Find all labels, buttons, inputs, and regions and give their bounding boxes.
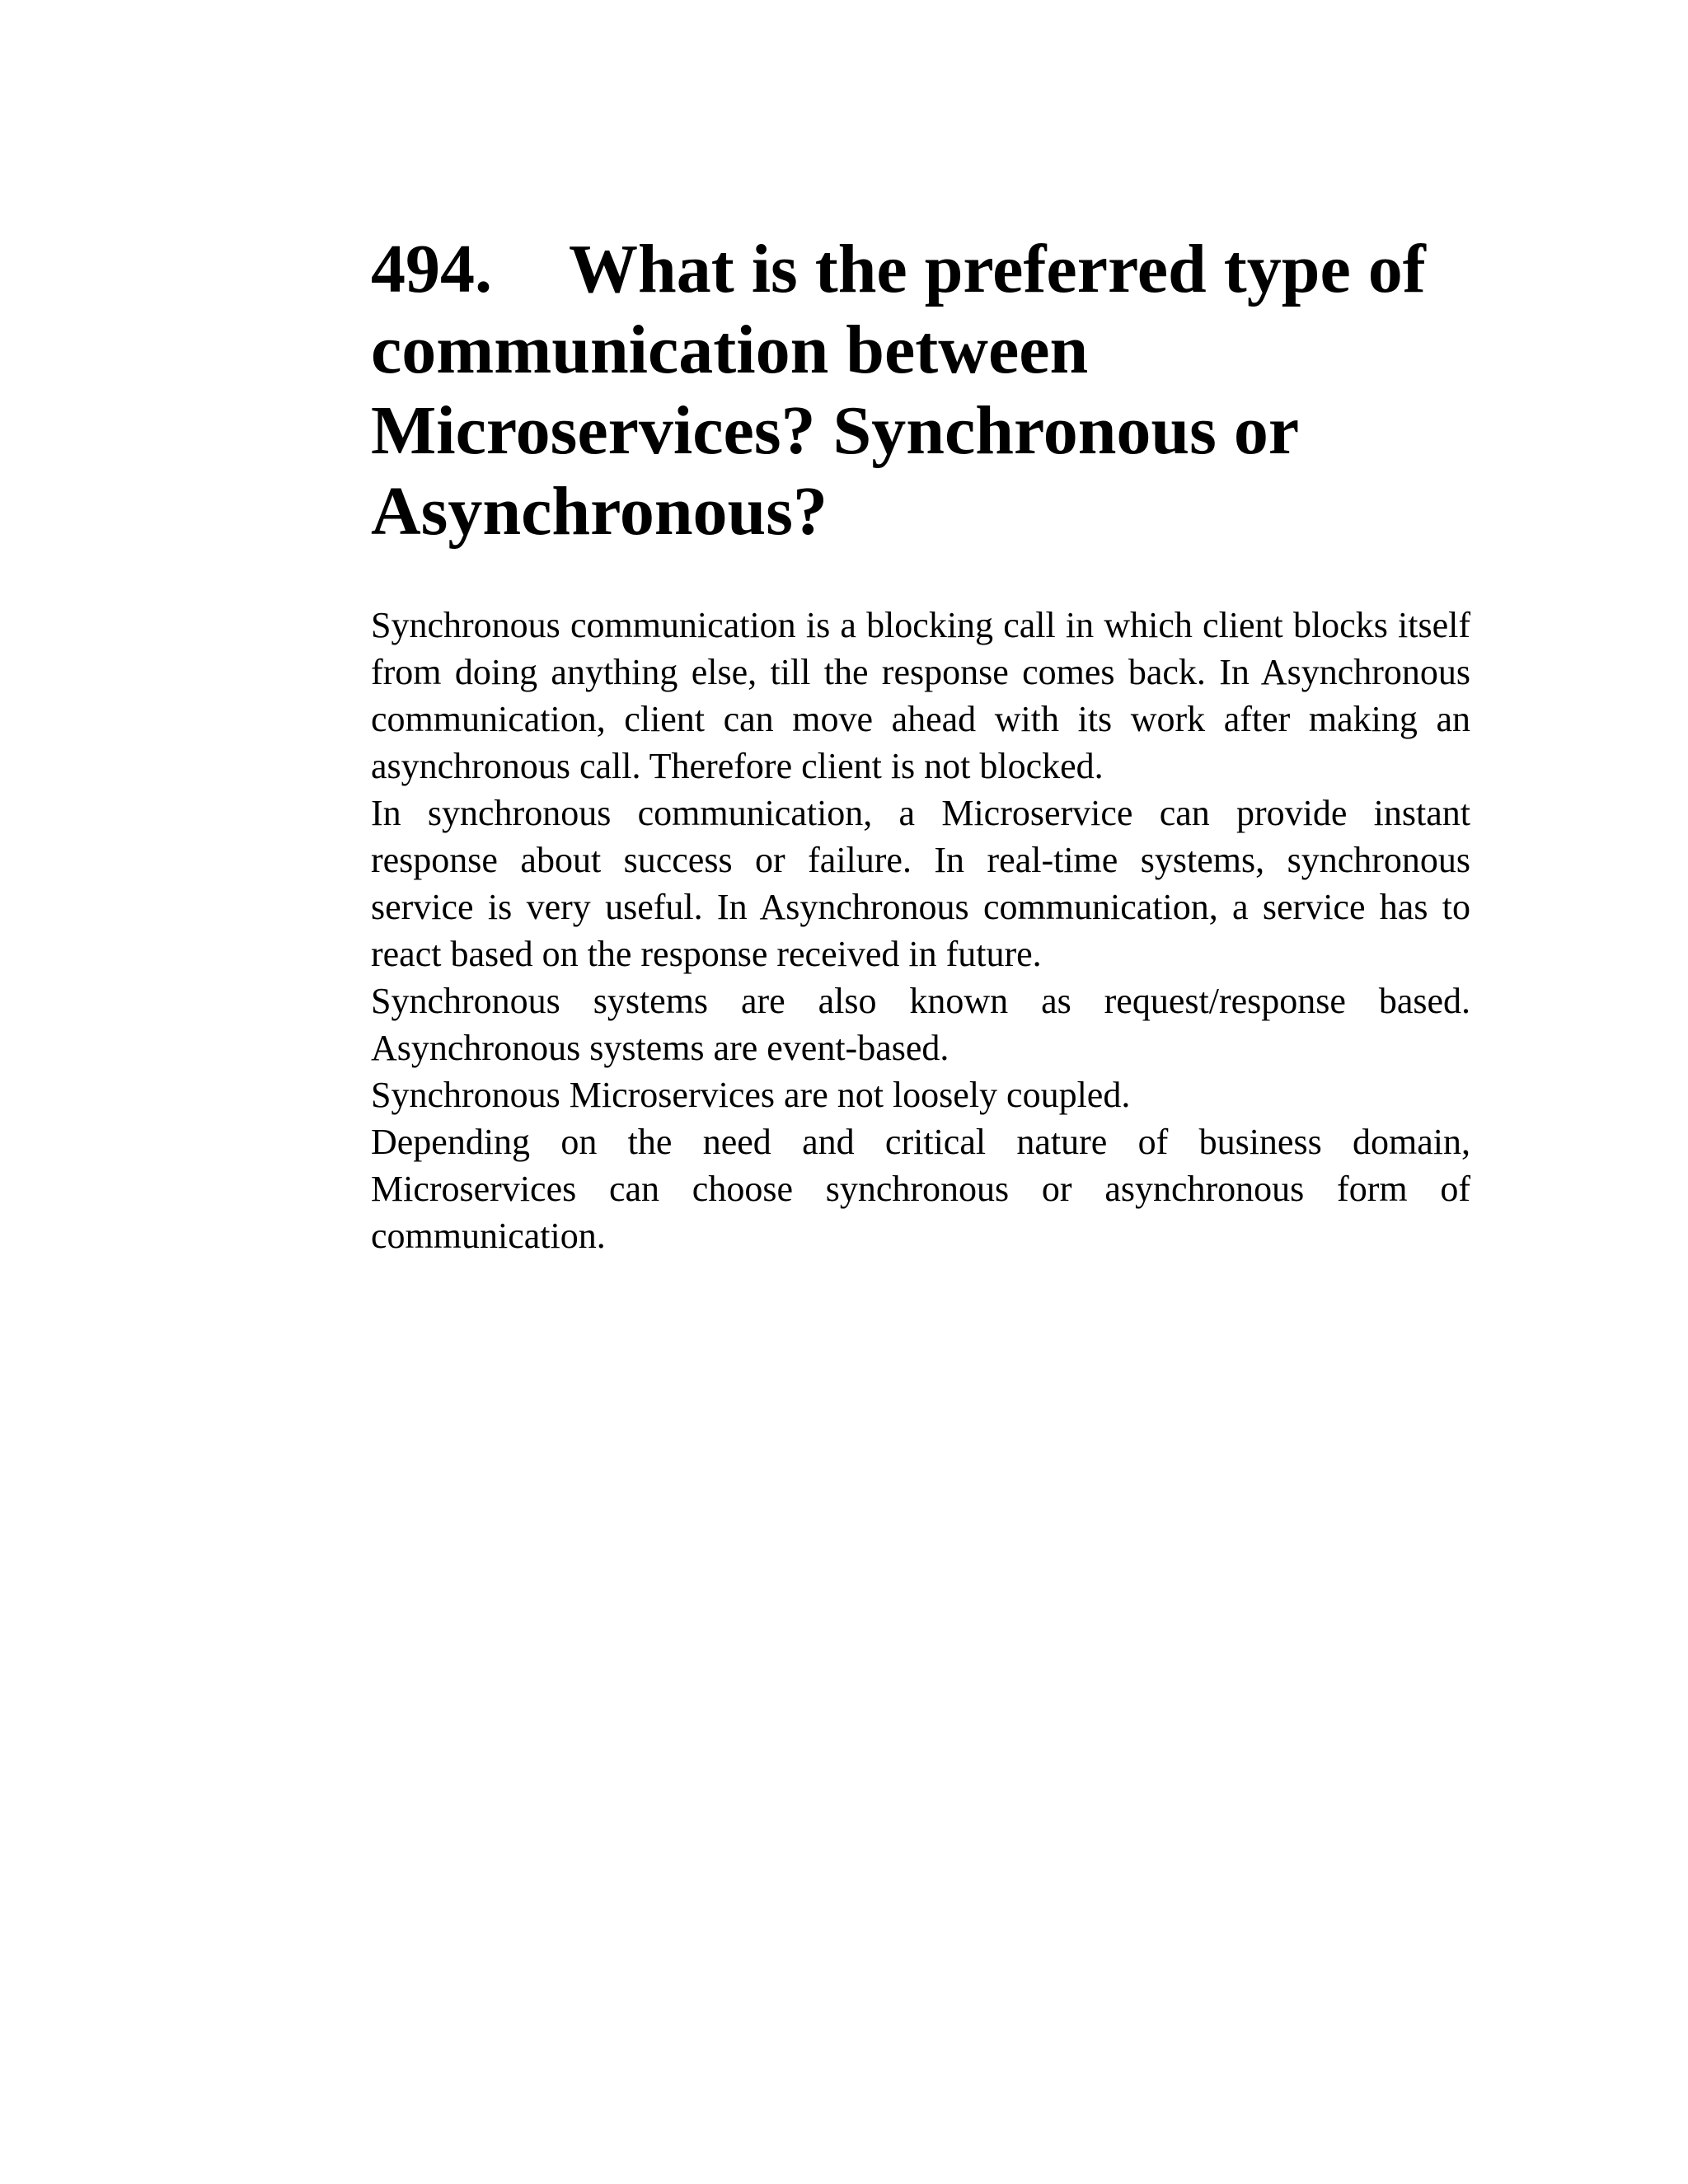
answer-paragraph: Depending on the need and critical nature of business domain, Microservices can choose synchronous or asynchronous form of communication. (371, 1122, 1470, 1256)
answer-paragraph: Synchronous communication is a blocking call in which client blocks itself from doing anything else, till the response comes back. In Asynchronous communication, client can move ahead with its work after making an asynchronous call. Therefore client is not blocked. (371, 605, 1470, 786)
page-content (371, 229, 1470, 1259)
question-heading (371, 229, 1470, 552)
answer-paragraph: Synchronous Microservices are not loosely coupled. (371, 1075, 1131, 1115)
answer-paragraph: In synchronous communication, a Microservice can provide instant response about success or failure. In real-time systems, synchronous service is very useful. In Asynchronous communication, a service has to react based on the response received in future. (371, 793, 1470, 974)
question-number: 494. (371, 231, 492, 307)
question-title: What is the preferred type of communication between Microservices? Synchronous or Asynchronous? (371, 231, 1426, 550)
answer-paragraph: Synchronous systems are also known as request/response based. Asynchronous systems are event-based. (371, 981, 1470, 1068)
answer-body (371, 602, 1470, 1259)
